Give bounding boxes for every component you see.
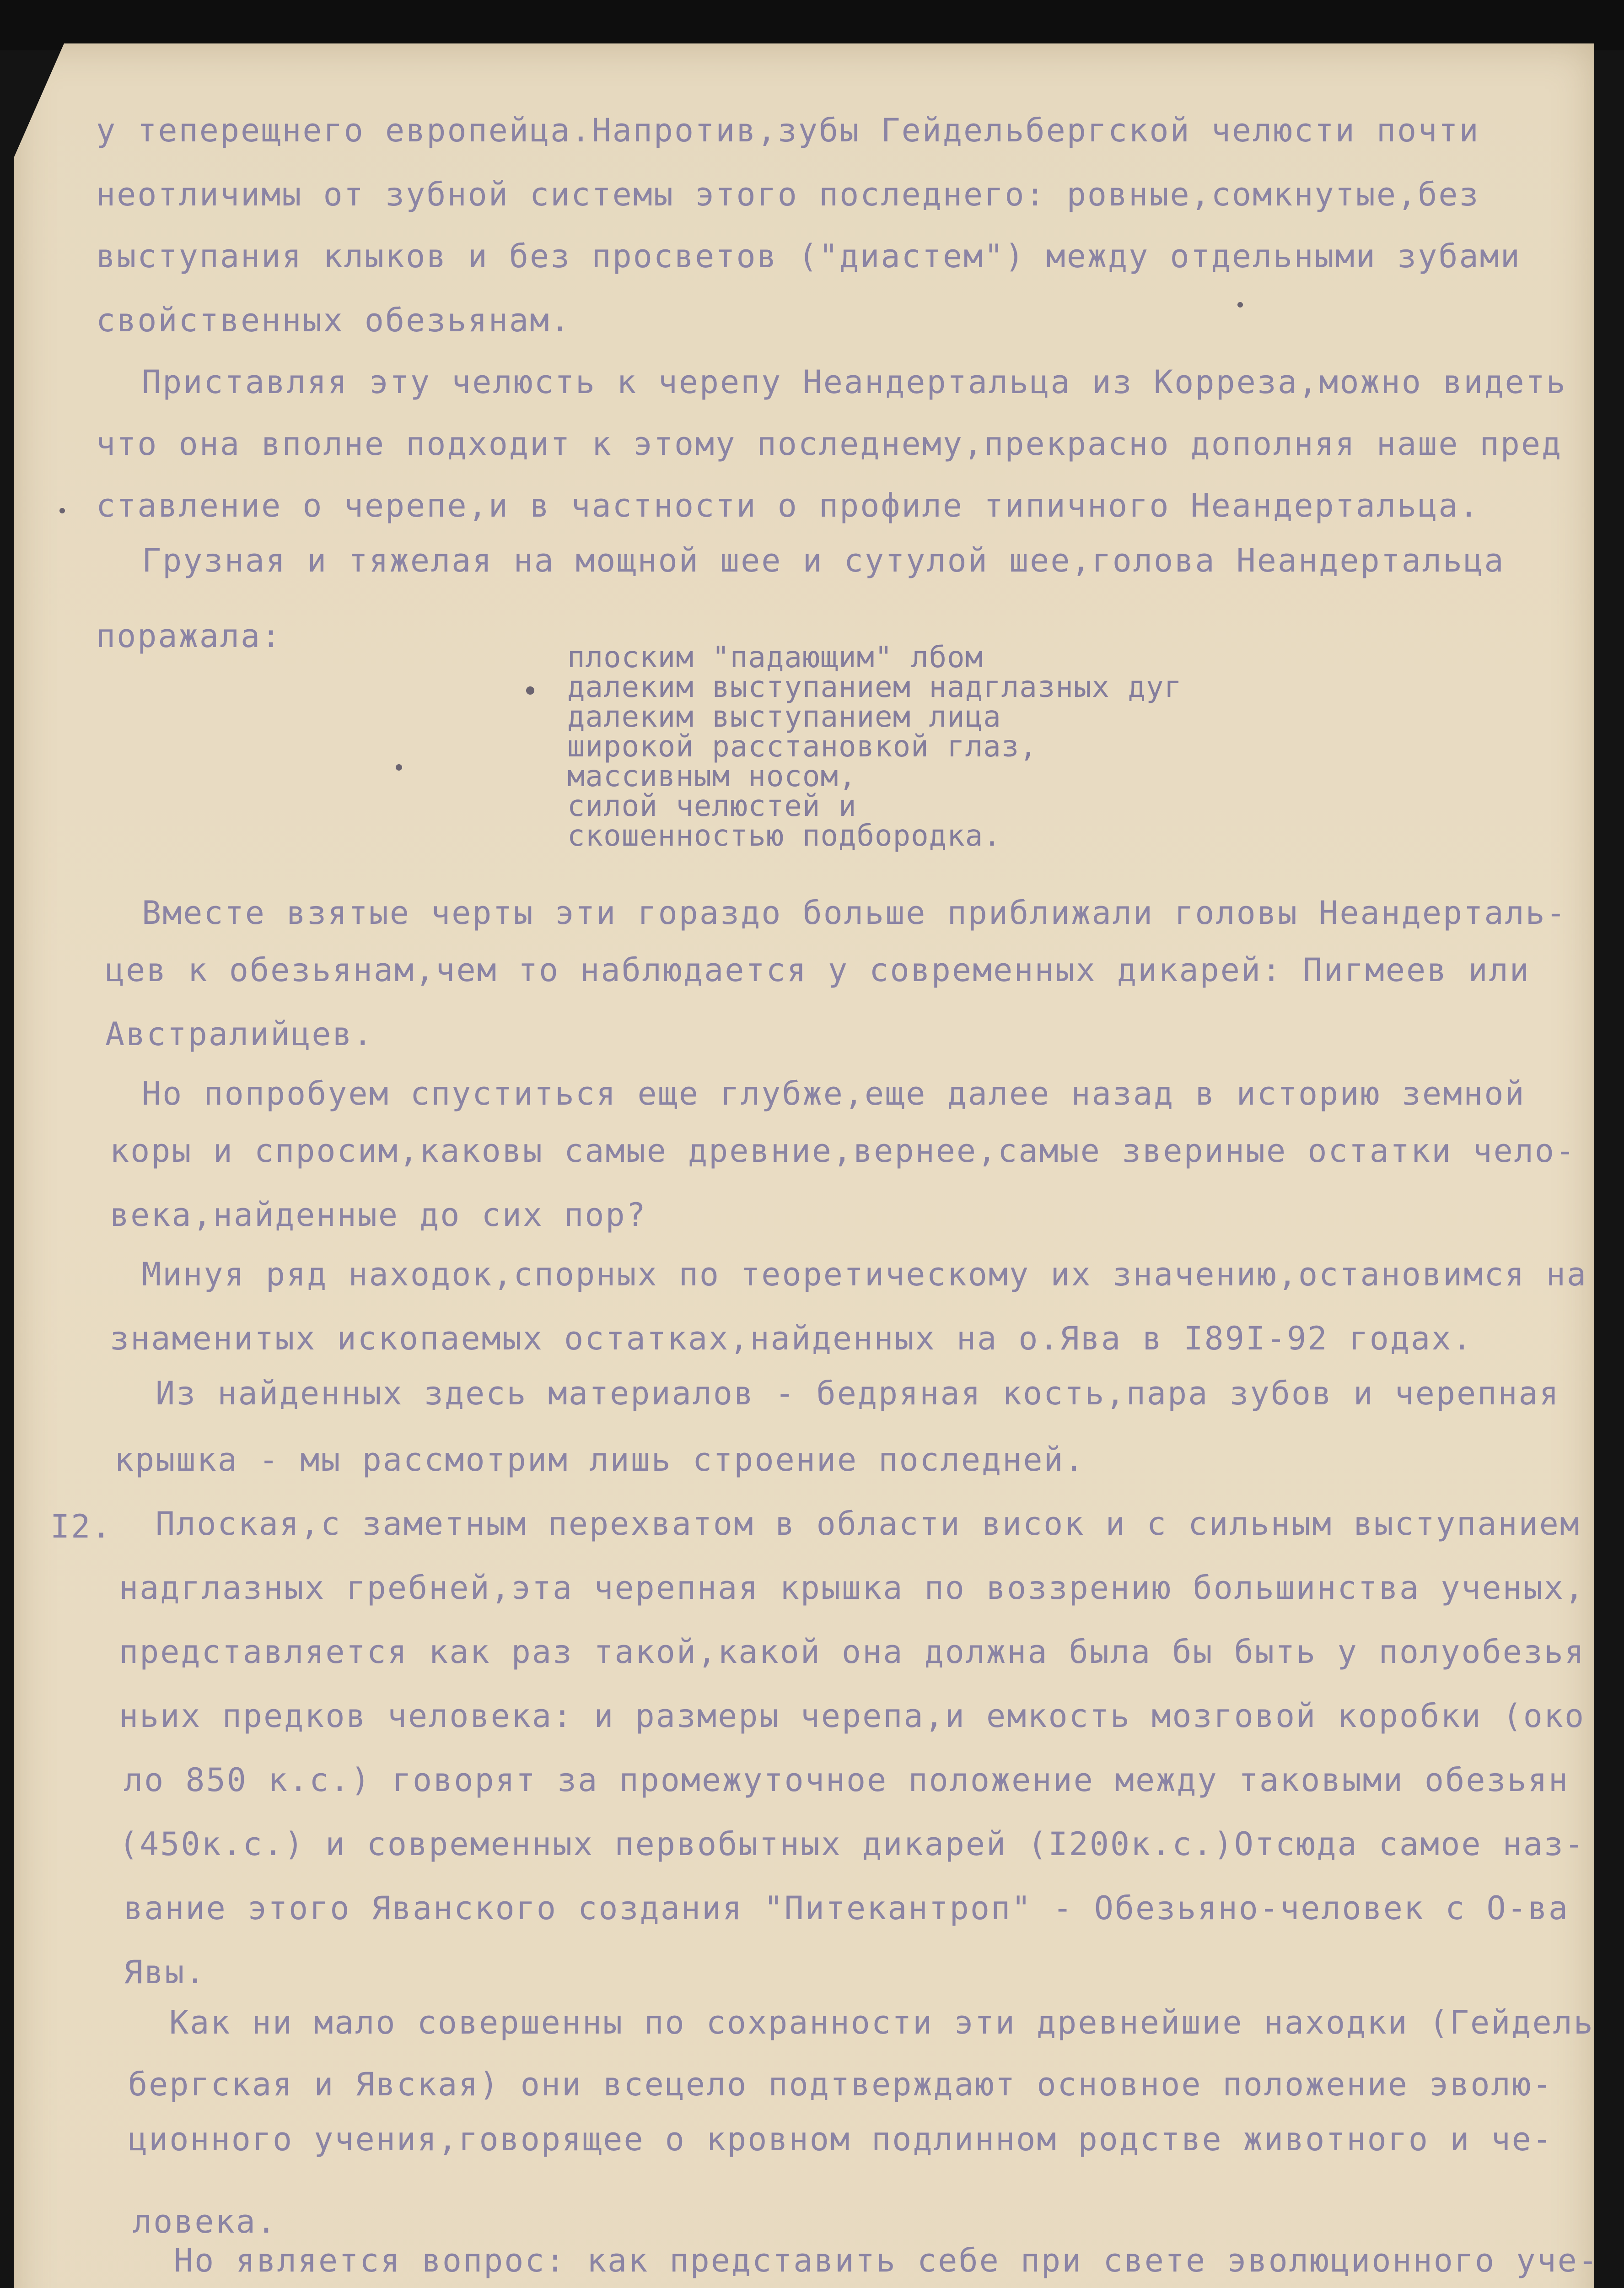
list-item: массивным носом, [567, 760, 857, 793]
text-line: знаменитых ископаемых остатках,найденных на о.Ява в I89I-92 годах. [110, 1320, 1473, 1357]
scan-background [0, 0, 1624, 50]
text-line: ционного учения,говорящее о кровном подлинном родстве животного и че- [128, 2121, 1553, 2158]
text-line: ло 850 к.с.) говорят за промежуточное положение между таковыми обезьян [124, 1761, 1570, 1799]
list-item: далеким выступанием лица [567, 700, 1001, 734]
text-line: что она вполне подходит к этому последнему,прекрасно дополняя наше пред [96, 425, 1563, 463]
text-line: ньих предков человека: и размеры черепа,и емкость мозговой коробки (око [119, 1697, 1586, 1735]
text-line: Из найденных здесь материалов - бедряная кость,пара зубов и черепная [156, 1375, 1560, 1412]
text-line: Грузная и тяжелая на мощной шее и сутулой шее,голова Неандертальца [142, 542, 1505, 579]
list-item: силой челюстей и [567, 789, 857, 823]
text-line: Приставляя эту челюсть к черепу Неандертальца из Корреза,можно видеть [142, 363, 1567, 401]
text-line: Как ни мало совершенны по сохранности эти древнейшие находки (Гейдель [169, 2004, 1594, 2041]
text-line: крышка - мы рассмотрим лишь строение последней. [114, 1441, 1085, 1479]
ink-spot [396, 764, 402, 771]
text-line: Австралийцев. [105, 1015, 374, 1053]
ink-spot [1237, 302, 1243, 308]
text-line: Минуя ряд находок,спорных по теоретическому их значению,остановимся на [142, 1256, 1588, 1293]
text-line: вание этого Яванского создания "Питекантроп" - Обезьяно-человек с О-ва [124, 1889, 1570, 1927]
text-line: свойственных обезьянам. [96, 302, 571, 339]
text-line: выступания клыков и без просветов ("диастем") между отдельными зубами [96, 237, 1521, 275]
text-line: бергская и Явская) они всецело подтверждают основное положение эволю- [128, 2066, 1553, 2103]
text-line: Явы. [124, 1953, 206, 1991]
list-item: скошенностью подбородка. [567, 819, 1001, 853]
text-line: Вместе взятые черты эти гораздо больше приближали головы Неандерталь- [142, 894, 1567, 932]
text-line: (450к.с.) и современных первобытных дикарей (I200к.с.)Отсюда самое наз- [119, 1825, 1586, 1863]
list-item: далеким выступанием надглазных дуг [567, 670, 1183, 704]
text-line: Но является вопрос: как представить себе при свете эволюционного уче- [174, 2242, 1599, 2279]
text-line: поражала: [96, 617, 282, 655]
text-line: неотличимы от зубной системы этого последнего: ровные,сомкнутые,без [96, 176, 1480, 213]
list-item: плоским "падающим" лбом [567, 641, 984, 675]
text-line: ловека. [133, 2203, 278, 2240]
text-line: Но попробуем спуститься еще глубже,еще далее назад в историю земной [142, 1075, 1526, 1112]
text-line: у теперещнего европейца.Напротив,зубы Гейдельбергской челюсти почти [96, 112, 1480, 149]
text-line: ставление о черепе,и в частности о профиле типичного Неандертальца. [96, 487, 1480, 524]
text-line: века,найденные до сих пор? [110, 1196, 647, 1234]
text-line: надглазных гребней,эта черепная крышка по воззрению большинства ученых, [119, 1569, 1586, 1607]
list-item: широкой расстановкой глаз, [567, 730, 1038, 764]
text-line: цев к обезьянам,чем то наблюдается у современных дикарей: Пигмеев или [105, 951, 1530, 989]
paragraph-number: I2. [50, 1508, 113, 1545]
ink-spot [59, 508, 65, 513]
ink-spot [526, 686, 534, 695]
text-line: коры и спросим,каковы самые древние,вернее,самые звериные остатки чело- [110, 1132, 1576, 1170]
text-line: Плоская,с заметным перехватом в области висок и с сильным выступанием [156, 1505, 1581, 1543]
text-line: представляется как раз такой,какой она должна была бы быть у полуобезья [119, 1633, 1586, 1671]
